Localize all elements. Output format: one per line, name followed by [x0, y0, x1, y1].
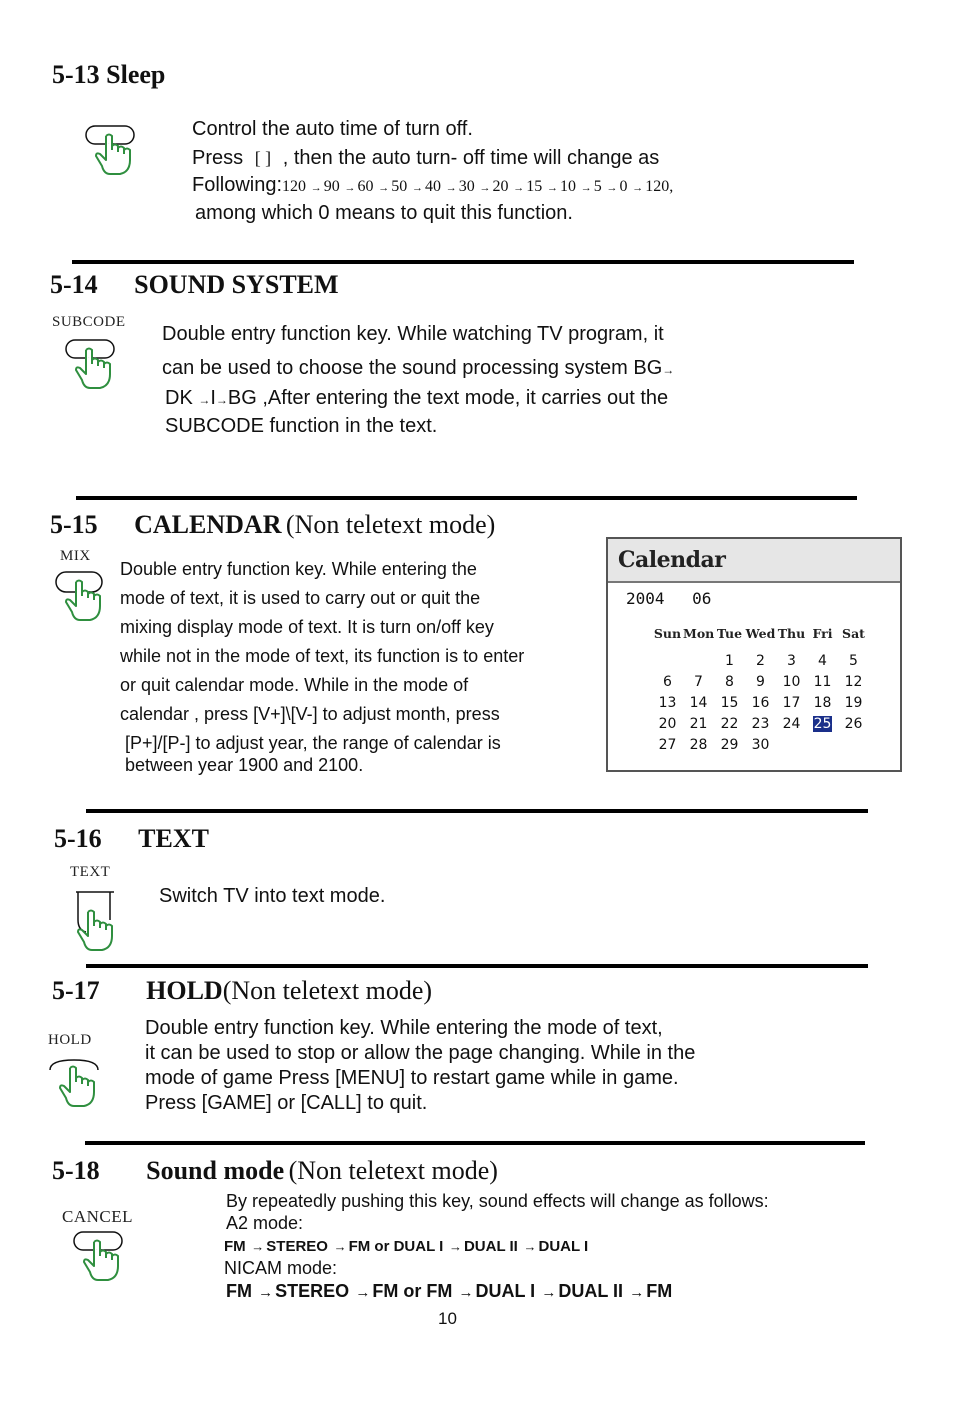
hold-key-label: HOLD [48, 1032, 92, 1048]
section-16-title: TEXT [138, 824, 209, 853]
subcode-key-label: SUBCODE [52, 314, 126, 330]
section-18-title: Sound mode [146, 1156, 285, 1185]
section-17-subtitle: (Non teletext mode) [222, 976, 433, 1005]
nicam-mode-sequence [226, 1281, 672, 1302]
section-14-line-1: Double entry function key. While watching TV program, it [162, 323, 664, 345]
section-14-line-3: DK →I→BG ,After entering the text mode, it carries out the [165, 387, 669, 409]
section-14-heading [50, 270, 339, 300]
arrow-icon: → [625, 1284, 645, 1301]
arrow-icon: → [454, 1284, 474, 1301]
section-divider [76, 496, 857, 500]
section-14-number: 5-14 [50, 270, 98, 299]
arrow-icon: → [329, 1239, 347, 1254]
calendar-day: 22 [720, 715, 739, 732]
section-16-number: 5-16 [54, 824, 102, 853]
calendar-day: 12 [844, 673, 863, 690]
section-14-line-2: can be used to choose the sound processing system BG→ [162, 357, 675, 379]
section-13-line-1: Control the auto time of turn off. [192, 118, 473, 140]
a2-mode-item: DUAL I [538, 1238, 589, 1255]
arrow-icon: → [629, 182, 644, 194]
calendar-day: 10 [782, 673, 801, 690]
sleep-time-item: 30 [458, 178, 475, 195]
calendar-month: 06 [692, 589, 712, 608]
section-13-title: Sleep [106, 60, 166, 89]
calendar-day: 14 [689, 694, 708, 711]
section-15-text: Double entry function key. While entering the mode of text, it is used to carry out or quit the mixing display mode of text. It is turn on/off key while not in the mode of text, its function is to enter or quit calendar mode. While in the mode of calendar , press [V+]\[V-] to adjust month, press [P+]/[P-] to adjust year, the range of calendar is between year 1900 and 2100. [120, 559, 525, 775]
calendar-day: 13 [658, 694, 677, 711]
calendar-day: 28 [689, 736, 708, 753]
section-14-line-4: SUBCODE function in the text. [165, 415, 438, 437]
calendar-week-row [652, 671, 869, 692]
section-16-heading [54, 824, 209, 854]
sleep-time-item: 20 [492, 178, 509, 195]
section-14-title: SOUND SYSTEM [134, 270, 339, 299]
hand-press-icon [64, 338, 120, 394]
a2-mode-label: A2 mode: [226, 1213, 304, 1233]
section-16-line-1: Switch TV into text mode. [159, 885, 386, 907]
sleep-time-item: 10 [560, 178, 577, 195]
nicam-mode-item: STEREO [275, 1281, 350, 1301]
calendar-week-row [652, 713, 869, 734]
calendar-day: 4 [818, 652, 827, 669]
sleep-time-item: 120, [645, 178, 674, 195]
nicam-mode-item: FM or FM [372, 1281, 453, 1301]
calendar-panel [606, 537, 902, 772]
calendar-weekday: Mon [683, 626, 715, 641]
section-divider [86, 809, 868, 813]
calendar-day: 24 [782, 715, 801, 732]
cancel-key-label: CANCEL [62, 1207, 133, 1226]
calendar-day: 27 [658, 736, 677, 753]
calendar-day: 3 [787, 652, 796, 669]
section-15-number: 5-15 [50, 510, 98, 539]
calendar-day: 1 [725, 652, 734, 669]
arrow-icon: → [544, 182, 559, 194]
sleep-time-item: 40 [425, 178, 442, 195]
a2-mode-item: DUAL II [463, 1238, 518, 1255]
section-18-subtitle: (Non teletext mode) [288, 1156, 498, 1185]
calendar-header [608, 539, 900, 583]
sleep-time-item: 60 [357, 178, 374, 195]
calendar-day: 9 [756, 673, 765, 690]
a2-mode-item: FM [224, 1238, 246, 1255]
arrow-icon: → [578, 182, 592, 194]
calendar-weekday-row [652, 623, 869, 644]
nicam-mode-label: NICAM mode: [224, 1258, 338, 1278]
arrow-icon: → [445, 1239, 462, 1254]
section-13-line-4: among which 0 means to quit this function. [195, 202, 573, 224]
calendar-day-selected: 25 [813, 715, 832, 732]
calendar-week-row [652, 692, 869, 713]
sleep-time-item: 15 [526, 178, 543, 195]
calendar-title: Calendar [618, 547, 726, 573]
calendar-day: 21 [689, 715, 708, 732]
nicam-mode-item: DUAL I [475, 1281, 536, 1301]
hand-press-icon [72, 1230, 128, 1286]
sleep-time-item: 0 [619, 178, 628, 195]
calendar-week-row [652, 650, 869, 671]
arrow-icon: → [519, 1239, 537, 1254]
arrow-icon: → [443, 182, 457, 194]
arrow-icon: → [409, 182, 424, 194]
page-number: 10 [438, 1309, 457, 1328]
sleep-time-item: 120 [282, 178, 307, 195]
section-17-title: HOLD [146, 976, 223, 1005]
section-divider [86, 964, 868, 968]
calendar-day: 7 [694, 673, 703, 690]
text-key-label: TEXT [70, 864, 111, 880]
calendar-week-row [652, 734, 869, 755]
hand-press-icon [84, 124, 140, 180]
calendar-year: 2004 [626, 589, 665, 608]
calendar-day: 6 [663, 673, 672, 690]
arrow-icon: → [351, 1284, 371, 1301]
a2-mode-item: FM or DUAL I [348, 1238, 444, 1255]
hand-press-icon [74, 888, 118, 958]
mix-key-label: MIX [60, 548, 91, 564]
calendar-day: 30 [751, 736, 770, 753]
arrow-icon: → [603, 182, 618, 194]
hand-press-icon [54, 570, 110, 630]
calendar-day: 18 [813, 694, 832, 711]
arrow-icon: → [308, 182, 322, 194]
section-divider [85, 1141, 865, 1145]
section-13-heading [52, 60, 165, 90]
calendar-weekday: Sat [842, 626, 865, 641]
nicam-mode-item: DUAL II [558, 1281, 624, 1301]
sleep-key-bracket: [ ] [254, 148, 272, 168]
calendar-day: 20 [658, 715, 677, 732]
arrow-icon: → [537, 1284, 557, 1301]
calendar-weekday: Tue [716, 626, 743, 641]
arrow-icon: → [254, 1284, 274, 1301]
calendar-weekday: Wed [745, 626, 776, 641]
arrow-icon: → [247, 1239, 265, 1254]
calendar-weekday: Fri [812, 626, 833, 641]
section-18-number: 5-18 [52, 1156, 100, 1185]
calendar-day: 17 [782, 694, 801, 711]
calendar-weekday: Sun [653, 626, 682, 641]
section-13-line-2: Press [ ] , then the auto turn- off time will change as [192, 147, 660, 169]
sleep-time-item: 90 [323, 178, 340, 195]
section-17-number: 5-17 [52, 976, 100, 1005]
calendar-day: 23 [751, 715, 770, 732]
calendar-day: 15 [720, 694, 739, 711]
arrow-icon: → [341, 182, 356, 194]
section-18-line-1: By repeatedly pushing this key, sound effects will change as follows: [226, 1191, 769, 1211]
sleep-time-sequence [282, 178, 673, 195]
calendar-year-month [626, 589, 711, 608]
arrow-icon: → [476, 182, 491, 194]
calendar-day: 19 [844, 694, 863, 711]
arrow-icon: → [375, 182, 390, 194]
section-13-line-3: Following:120 → 90 → 60 → 50 → 40 → 30 → 20 → 15 → 10 → 5 → 0 → 120, [192, 174, 674, 196]
calendar-weekday: Thu [777, 626, 806, 641]
nicam-mode-item: FM [226, 1281, 252, 1301]
sleep-time-item: 50 [391, 178, 408, 195]
hand-press-icon [48, 1056, 104, 1116]
section-divider [72, 260, 854, 264]
arrow-icon: → [510, 182, 525, 194]
section-15-title: CALENDAR [134, 510, 282, 539]
calendar-grid [652, 623, 869, 755]
section-15-subtitle: (Non teletext mode) [285, 510, 496, 539]
a2-mode-sequence [224, 1238, 588, 1255]
a2-mode-item: STEREO [266, 1238, 328, 1255]
nicam-mode-item: FM [646, 1281, 673, 1301]
calendar-day: 5 [849, 652, 858, 669]
calendar-day: 29 [720, 736, 739, 753]
calendar-day: 11 [813, 673, 832, 690]
section-15-heading [50, 510, 495, 540]
section-18-heading [52, 1156, 498, 1186]
calendar-day: 26 [844, 715, 863, 732]
calendar-day: 16 [751, 694, 770, 711]
section-17-text: Double entry function key. While entering the mode of text, it can be used to stop or allow the page changing. While in the mode of game Press [MENU] to restart game while in game. Press [GAME] or [CALL] to quit. [145, 1017, 696, 1114]
calendar-day: 2 [756, 652, 765, 669]
section-17-heading [52, 976, 432, 1006]
section-13-number: 5-13 [52, 60, 100, 89]
calendar-day: 8 [725, 673, 734, 690]
sleep-time-item: 5 [593, 178, 602, 195]
